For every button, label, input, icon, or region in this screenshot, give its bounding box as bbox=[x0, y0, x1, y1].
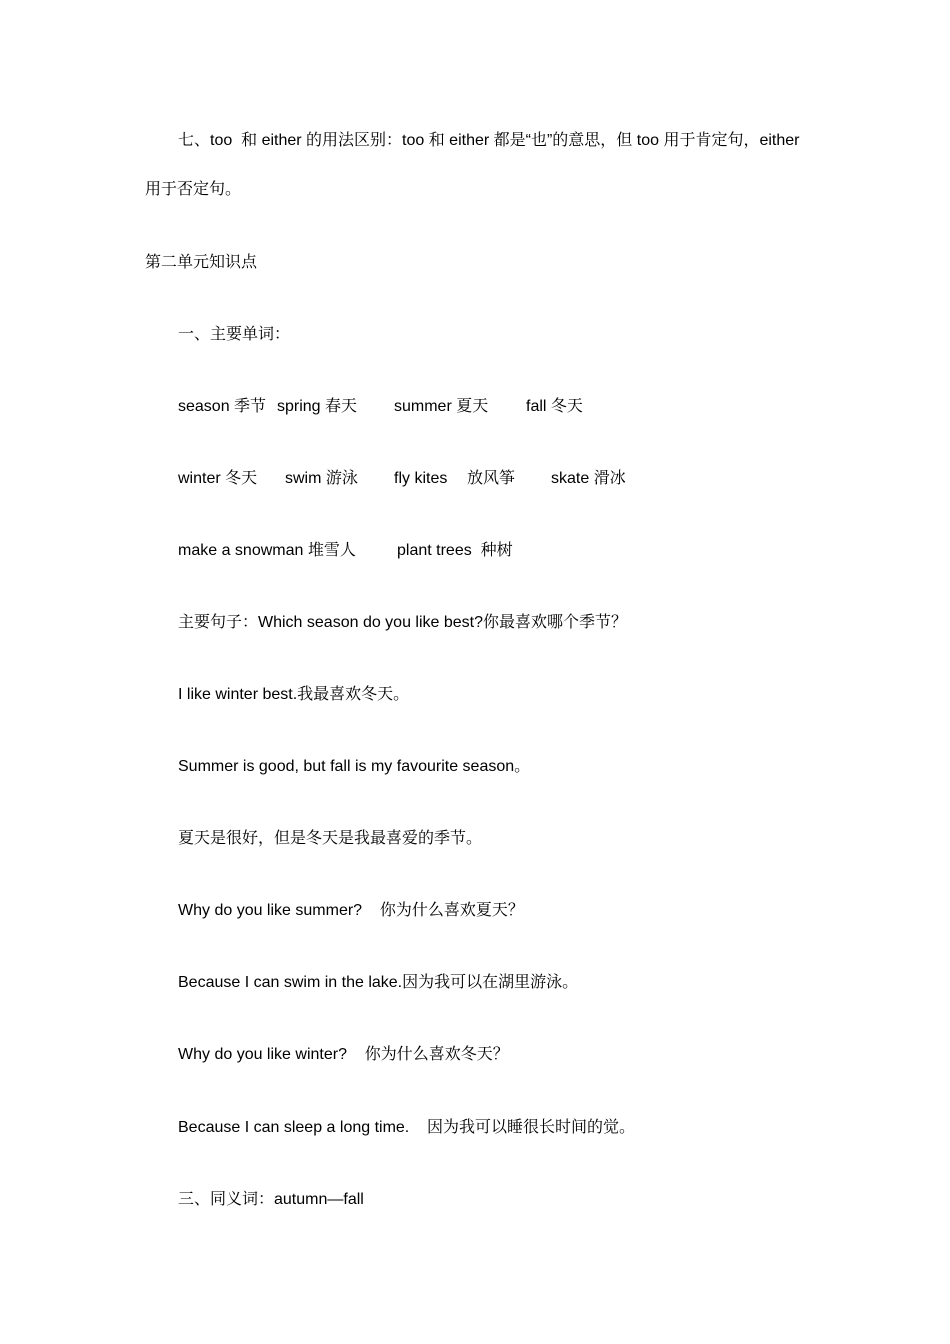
vocab-word: 放风筝 bbox=[467, 470, 516, 487]
section7-line1: 七、too 和 either 的用法区别：too 和 either 都是“也”的意思，但 too 用于肯定句，either bbox=[178, 132, 800, 149]
vocab-word: fly kites bbox=[394, 470, 448, 487]
vocab-word: swim 游泳 bbox=[285, 470, 358, 487]
vocab-word: summer 夏天 bbox=[394, 398, 489, 415]
vocab-word: season 季节 bbox=[178, 398, 267, 415]
sentence: 夏天是很好，但是冬天是我最喜爱的季节。 bbox=[178, 830, 483, 847]
sentence: I like winter best.我最喜欢冬天。 bbox=[178, 686, 410, 703]
synonyms-line: 三、同义词：autumn—fall bbox=[178, 1191, 364, 1208]
sentence: Because I can sleep a long time. 因为我可以睡很长时间的觉。 bbox=[178, 1119, 636, 1136]
sentence: Why do you like winter? 你为什么喜欢冬天？ bbox=[178, 1046, 509, 1063]
vocab-word: skate 滑冰 bbox=[551, 470, 626, 487]
sentence: Because I can swim in the lake.因为我可以在湖里游泳。 bbox=[178, 974, 579, 991]
vocab-word: winter 冬天 bbox=[178, 470, 258, 487]
sentences-intro: 主要句子：Which season do you like best?你最喜欢哪个季节？ bbox=[178, 614, 628, 631]
vocab-word: spring 春天 bbox=[277, 398, 358, 415]
vocab-word: fall 冬天 bbox=[526, 398, 583, 415]
unit-heading: 第二单元知识点 bbox=[145, 254, 258, 271]
section7-line2: 用于否定句。 bbox=[145, 181, 242, 198]
sentence: Why do you like summer? 你为什么喜欢夏天？ bbox=[178, 902, 524, 919]
vocab-heading: 一、主要单词： bbox=[178, 326, 291, 343]
vocab-word: make a snowman 堆雪人 bbox=[178, 542, 356, 559]
sentence: Summer is good, but fall is my favourite season。 bbox=[178, 758, 531, 775]
vocab-word: plant trees 种树 bbox=[397, 542, 513, 559]
